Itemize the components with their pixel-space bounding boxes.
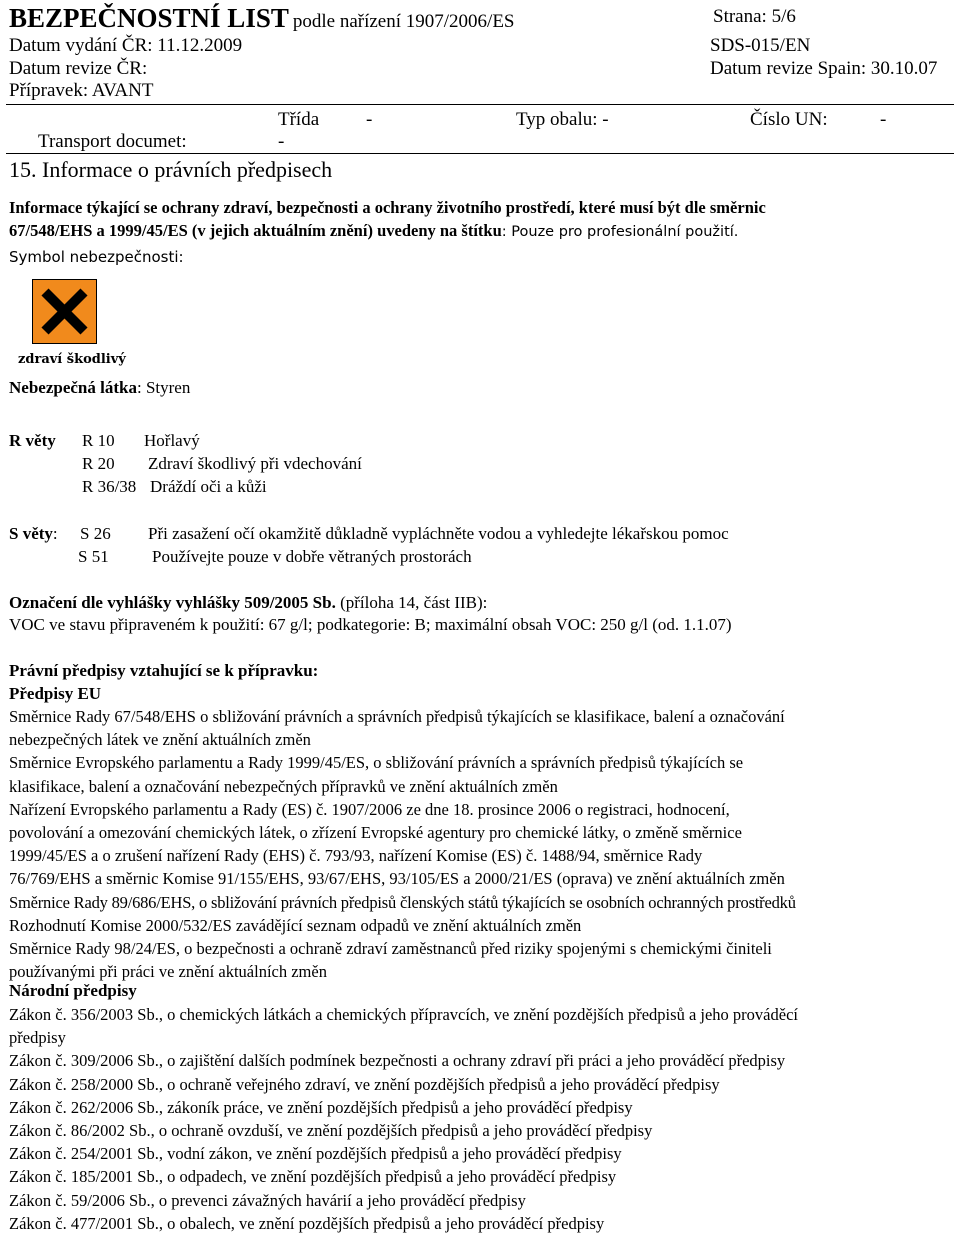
eu-regulations-list [9, 705, 954, 983]
list-item: předpisy [9, 1028, 66, 1048]
eu-regulations-heading: Předpisy EU [9, 684, 102, 703]
revision-date-cr: Datum revize ČR: [9, 58, 148, 79]
list-item: používanými při práci ve znění aktuálních změn [9, 962, 327, 982]
document-title [9, 3, 515, 34]
list-item: Zákon č. 185/2001 Sb., o odpadech, ve znění pozdějších předpisů a jeho prováděcí předpisy [9, 1167, 617, 1187]
s-phrase-text: Používejte pouze v dobře větraných prostorách [152, 547, 472, 566]
transport-doc-label: Transport documet: [38, 131, 187, 152]
list-item: Zákon č. 59/2006 Sb., o prevenci závažných havárií a jeho prováděcí předpisy [9, 1190, 526, 1210]
s-phrases-colon: : [52, 524, 58, 543]
marking-regulation-annex: (příloha 14, část IIB): [335, 593, 488, 612]
labeling-intro-bold: 67/548/EHS a 1999/45/ES (v jejich aktuálním znění) uvedeny na štítku [9, 221, 502, 240]
list-item: 1999/45/ES a o zrušení nařízení Rady (EHS) č. 793/93, nařízení Komise (ES) č. 1488/94, směrnice Rady [9, 846, 703, 866]
list-item: Zákon č. 258/2000 Sb., o ochraně veřejného zdraví, ve znění pozdějších předpisů a jeho prováděcí předpisy [9, 1074, 720, 1094]
marking-regulation [9, 593, 487, 613]
packaging-type: Typ obalu: - [516, 109, 609, 130]
r-phrases-label: R věty [9, 431, 56, 450]
list-item: Zákon č. 86/2002 Sb., o ochraně ovzduší, ve znění pozdějších předpisů a jeho prováděcí předpisy [9, 1121, 653, 1141]
dangerous-substance [9, 378, 190, 398]
legal-regulations-heading: Právní předpisy vztahující se k přípravku: [9, 661, 319, 680]
list-item: Směrnice Rady 98/24/ES, o bezpečnosti a ochraně zdraví zaměstnanců před riziky spojenými s chemickými činiteli [9, 939, 772, 959]
un-number-label: Číslo UN: [750, 109, 828, 130]
title-main: BEZPEČNOSTNÍ LIST [9, 3, 289, 33]
harmful-x-glyph [33, 280, 96, 343]
list-item: Zákon č. 477/2001 Sb., o obalech, ve znění pozdějších předpisů a jeho prováděcí předpisy [9, 1213, 605, 1233]
s-phrase-code: S 26 [80, 524, 111, 543]
list-item: Směrnice Rady 89/686/EHS, o sbližování právních předpisů členských států týkajících se osobních ochranných prostředků [9, 892, 796, 912]
labeling-intro-line2 [9, 219, 738, 244]
voc-content: VOC ve stavu připraveném k použití: 67 g/l; podkategorie: B; maximální obsah VOC: 250 g/l (od. 1.1.07) [9, 615, 732, 634]
hazard-symbol-label [9, 247, 184, 267]
national-regulations-heading: Národní předpisy [9, 981, 137, 1000]
list-item: Rozhodnutí Komise 2000/532/ES zavádějící seznam odpadů ve znění aktuálních změn [9, 915, 582, 935]
product-name: Přípravek: AVANT [9, 80, 154, 101]
list-item: 76/769/EHS a směrnic Komise 91/155/EHS, 93/67/EHS, 93/105/ES a 2000/21/ES (oprava) ve znění aktuálních změn [9, 869, 785, 889]
list-item: Zákon č. 356/2003 Sb., o chemických látkách a chemických přípravcích, ve znění pozdějších předpisů a jeho prováděcí [9, 1005, 798, 1024]
national-regulations-list [9, 1003, 954, 1235]
dangerous-substance-value: : Styren [136, 378, 191, 397]
r-phrase-text: Dráždí oči a kůži [150, 477, 267, 496]
doc-code: SDS-015/EN [710, 35, 811, 56]
list-item: povolování a omezování chemických látek, o zřízení Evropské agentury pro chemické látky, o změně směrnice [9, 823, 742, 843]
revision-date-spain: Datum revize Spain: 30.10.07 [710, 58, 938, 79]
labeling-intro-line1: Informace týkající se ochrany zdraví, bezpečnosti a ochrany životního prostředí, které musí být dle směrnic [9, 198, 766, 217]
r-phrase-code: R 20 [82, 454, 115, 473]
transport-divider [6, 153, 954, 154]
r-phrase-text: Zdraví škodlivý při vdechování [148, 454, 362, 473]
s-phrase-text: Při zasažení očí okamžitě důkladně vypláchněte vodou a vyhledejte lékařskou pomoc [148, 524, 729, 543]
page-number: Strana: 5/6 [713, 6, 796, 27]
section-title: 15. Informace o právních předpisech [9, 157, 333, 182]
transport-doc-value: - [278, 131, 285, 152]
list-item: nebezpečných látek ve znění aktuálních změn [9, 730, 311, 750]
un-number-value: - [880, 109, 887, 130]
transport-class-label: Třída [278, 109, 320, 130]
s-phrases-label-text: S věty [9, 524, 53, 543]
list-item: Zákon č. 254/2001 Sb., vodní zákon, ve znění pozdějších předpisů a jeho prováděcí předpisy [9, 1144, 622, 1164]
r-phrase-text: Hořlavý [144, 431, 200, 450]
list-item: Nařízení Evropského parlamentu a Rady (ES) č. 1907/2006 ze dne 18. prosince 2006 o registraci, hodnocení, [9, 799, 730, 819]
list-item: Zákon č. 309/2006 Sb., o zajištění dalších podmínek bezpečnosti a ochrany zdraví při práci a jeho prováděcí předpisy [9, 1051, 786, 1071]
hazard-symbol-text: Symbol nebezpečnosti: [9, 248, 184, 266]
r-phrase-code: R 36/38 [82, 477, 137, 496]
title-regulation: podle nařízení 1907/2006/ES [292, 11, 515, 32]
list-item: Směrnice Rady 67/548/EHS o sbližování právních a správních předpisů týkajících se klasifikace, balení a označování [9, 707, 785, 726]
r-phrase-code: R 10 [82, 431, 115, 450]
dangerous-substance-label: Nebezpečná látka [9, 378, 137, 397]
hazard-symbol-caption: zdraví škodlivý [18, 352, 126, 367]
s-phrase-code: S 51 [78, 547, 109, 566]
transport-class-value: - [366, 109, 373, 130]
list-item: Zákon č. 262/2006 Sb., zákoník práce, ve znění pozdějších předpisů a jeho prováděcí předpisy [9, 1097, 633, 1117]
issue-date: Datum vydání ČR: 11.12.2009 [9, 35, 243, 56]
header-divider [6, 104, 954, 105]
marking-regulation-bold: Označení dle vyhlášky vyhlášky 509/2005 Sb. [9, 593, 336, 612]
harmful-x-icon [32, 279, 97, 344]
list-item: klasifikace, balení a označování nebezpečných přípravků ve znění aktuálních změn [9, 776, 558, 796]
labeling-intro-usage: : Pouze pro profesionální použití. [501, 224, 739, 240]
list-item: Směrnice Evropského parlamentu a Rady 1999/45/ES, o sbližování právních a správních předpisů týkajících se [9, 753, 744, 773]
s-phrases-label [9, 524, 58, 544]
